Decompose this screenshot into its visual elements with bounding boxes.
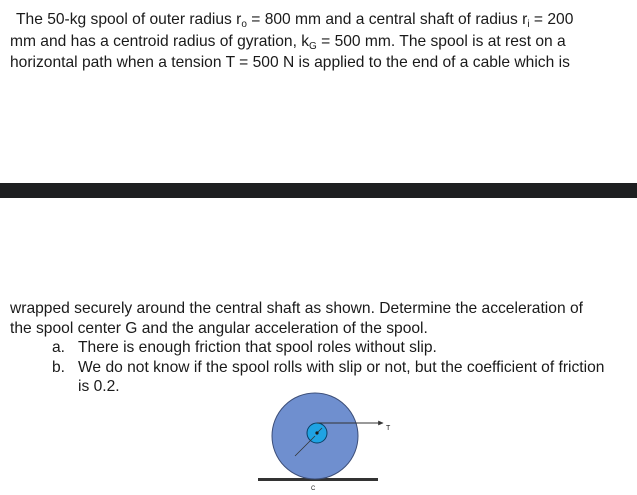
list-item-text: There is enough friction that spool roles without slip. bbox=[78, 339, 437, 356]
subscript-o: o bbox=[241, 19, 247, 30]
text-run: The 50-kg spool of outer radius r bbox=[16, 11, 242, 28]
center-g-dot bbox=[315, 431, 318, 434]
list-marker: b. bbox=[52, 358, 66, 376]
list-item-text: We do not know if the spool rolls with slip or not, but the coefficient of friction is 0.2. bbox=[78, 358, 605, 395]
text-run: = 200 bbox=[529, 11, 574, 28]
tension-label: T bbox=[386, 425, 391, 432]
list-marker: a. bbox=[52, 339, 66, 356]
contact-point-label: C bbox=[311, 486, 316, 492]
text-run: mm and has a centroid radius of gyration, k bbox=[10, 32, 310, 50]
statement-line-4: wrapped securely around the central shaft as shown. Determine the acceleration of bbox=[10, 300, 583, 317]
text-run: = 800 mm and a central shaft of radius r bbox=[246, 11, 528, 28]
statement-line-3: horizontal path when a tension T = 500 N is applied to the end of a cable which is bbox=[10, 54, 570, 71]
text-run: = 500 mm. The spool is at rest on a bbox=[316, 32, 566, 50]
statement-line-5: the spool center G and the angular acceleration of the spool. bbox=[10, 319, 428, 337]
subscript-i: i bbox=[527, 19, 530, 30]
subscript-g: G bbox=[309, 40, 317, 52]
